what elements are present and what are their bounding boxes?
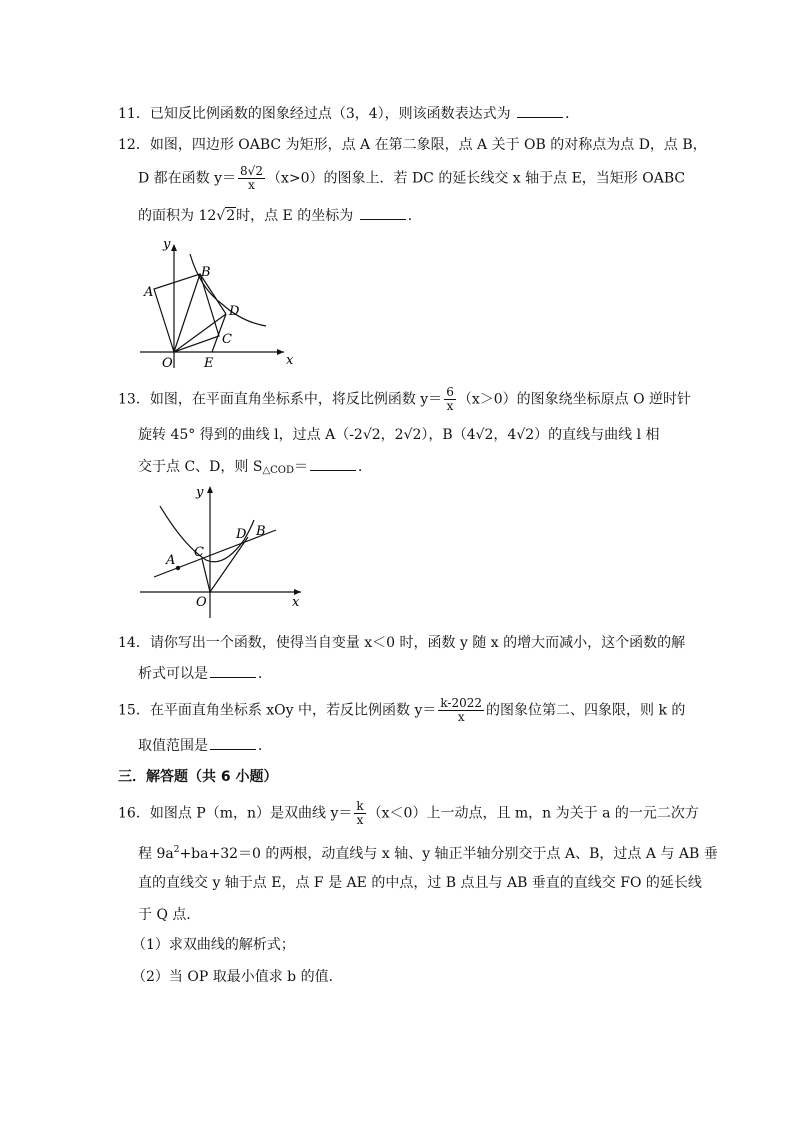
q12-frac-numerator: 8√2 — [240, 164, 263, 178]
q12-label-o: O — [162, 356, 173, 371]
q11-number: 11． — [118, 106, 150, 122]
q16-line-3 — [138, 873, 702, 893]
q13-label-x: x — [292, 595, 300, 610]
q16-fraction — [354, 800, 365, 827]
q11-answer-blank[interactable] — [517, 105, 563, 118]
q13-frac-numerator: 6 — [446, 385, 454, 399]
q12-text-1: 如图，四边形 OABC 为矩形，点 A 在第二象限，点 A 关于 OB 的对称点为点 D，点 B， — [149, 137, 707, 153]
q16-line-1 — [118, 800, 699, 827]
q13-point-a — [176, 566, 180, 570]
q12-text-2a: D 都在函数 y＝ — [138, 170, 237, 187]
q13-label-o: O — [196, 595, 207, 610]
q12-answer-blank[interactable] — [360, 207, 406, 220]
q11-text: 已知反比例函数的图象经过点（3，4），则该函数表达式为 — [149, 106, 511, 122]
q12-segment-bd — [200, 274, 226, 314]
q15-text-1a: 在平面直角坐标系 xOy 中，若反比例函数 y＝ — [149, 702, 437, 719]
q13-subscript: △COD — [262, 465, 294, 476]
q13-text-3b: ＝ — [294, 459, 308, 475]
q13-text-3a: 交于点 C、D，则 S — [138, 459, 263, 475]
q13-label-y: y — [196, 485, 204, 500]
q14-line-1 — [118, 633, 685, 653]
q13-text-1b: （x＞0）的图象绕坐标原点 O 逆时针 — [457, 391, 692, 408]
section-title: 三．解答题（共 6 小题） — [118, 769, 278, 785]
q16-text-2a: 程 9a — [138, 846, 174, 862]
q14-answer-blank[interactable] — [210, 665, 256, 678]
q12-sqrt-value: 2 — [226, 208, 236, 224]
q16-line-4 — [138, 905, 200, 925]
q13-line-3 — [138, 457, 372, 481]
q15-frac-numerator: k-2022 — [440, 696, 483, 710]
q13-label-a: A — [166, 553, 176, 568]
q16-part-1 — [132, 935, 295, 955]
q13-text-1a: 如图，在平面直角坐标系中，将反比例函数 y＝ — [149, 391, 443, 408]
q16-text-2b: +ba+32＝0 的两根，动直线与 x 轴、y 轴正半轴分别交于点 A、B，过点 A 与 AB 垂 — [179, 846, 718, 862]
q13-fraction — [444, 386, 456, 413]
q12-label-b: B — [201, 265, 211, 280]
q16-part-2 — [132, 967, 343, 987]
q14-text-2: 析式可以是 — [138, 666, 208, 682]
q13-line-2 — [138, 425, 660, 445]
q12-x-arrow-icon — [277, 349, 284, 355]
q12-frac-denominator: x — [248, 178, 255, 192]
q13-label-c: C — [194, 545, 204, 560]
q16-line-2 — [138, 840, 718, 864]
q12-label-a: A — [144, 285, 154, 300]
q14-period: ． — [258, 666, 272, 682]
q13-y-arrow-icon — [207, 486, 213, 493]
q12-label-c: C — [222, 332, 232, 347]
q12-y-arrow-icon — [171, 244, 177, 251]
q15-line-2 — [138, 736, 272, 756]
q12-text-3b: 时，点 E 的坐标为 — [236, 208, 354, 224]
q12-label-y: y — [163, 237, 171, 252]
q13-line-1 — [118, 386, 691, 413]
q14-line-2 — [138, 664, 272, 684]
q12-label-d: D — [229, 304, 240, 319]
q12-text-2b: （x>0）的图象上．若 DC 的延长线交 x 轴于点 E，当矩形 OABC — [266, 170, 686, 187]
q12-fraction — [238, 165, 265, 192]
q12-line-2 — [138, 165, 685, 192]
q12-text-3a: 的面积为 12 — [138, 208, 217, 224]
q15-line-1 — [118, 697, 685, 724]
q13-period: ． — [358, 459, 372, 475]
q13-frac-denominator: x — [446, 399, 454, 413]
q15-answer-blank[interactable] — [210, 737, 256, 750]
q13-segment-oc — [202, 559, 210, 592]
q12-figure — [134, 236, 294, 372]
q12-line-3: 的面积为 12√2时，点 E 的坐标为 ． — [138, 208, 422, 224]
q12-label-e: E — [204, 356, 214, 371]
q16-frac-denominator: x — [356, 813, 364, 827]
q12-number: 12． — [118, 137, 150, 153]
q16-text-3: 直的直线交 y 轴于点 E，点 F 是 AE 的中点，过 B 点且与 AB 垂直的直线交 FO 的延长线 — [138, 875, 702, 891]
q16-superscript: 2 — [173, 845, 180, 855]
q13-segment-od — [210, 537, 248, 592]
q11-period: ． — [565, 106, 580, 122]
q16-part-1-text: （1）求双曲线的解析式； — [132, 937, 295, 953]
q16-text-1a: 如图点 P（m，n）是双曲线 y＝ — [149, 805, 353, 822]
q15-fraction — [438, 697, 484, 724]
q14-number: 14． — [118, 635, 150, 651]
q16-number: 16． — [118, 805, 150, 822]
q12-line-1 — [118, 135, 707, 155]
q11-line — [118, 104, 579, 124]
q16-part-2-text: （2）当 OP 取最小值求 b 的值． — [132, 969, 343, 985]
q12-segment-ob — [174, 274, 200, 352]
q16-text-4: 于 Q 点． — [138, 907, 201, 923]
q12-period: ． — [407, 208, 422, 224]
q12-label-x: x — [286, 353, 294, 368]
q14-text-1: 请你写出一个函数，使得当自变量 x＜0 时，函数 y 随 x 的增大而减小，这个函数的解 — [149, 635, 686, 651]
q15-frac-denominator: x — [457, 710, 465, 724]
q13-figure — [136, 480, 306, 620]
q13-text-2: 旋转 45° 得到的曲线 l，过点 A（-2√2，2√2），B（4√2，4√2）的直线与曲线 l 相 — [138, 427, 660, 443]
q15-number: 15． — [118, 702, 150, 719]
q13-number: 13． — [118, 391, 150, 408]
q13-label-b: B — [256, 524, 266, 539]
q15-period: ． — [258, 738, 272, 754]
q13-label-d: D — [236, 527, 247, 542]
q15-text-2: 取值范围是 — [138, 738, 208, 754]
q16-text-1b: （x＜0）上一动点，且 m，n 为关于 a 的一元二次方 — [367, 805, 699, 822]
q13-answer-blank[interactable] — [310, 458, 356, 471]
q15-text-1b: 的图象位第二、四象限，则 k 的 — [486, 702, 686, 719]
q16-frac-numerator: k — [356, 799, 364, 813]
